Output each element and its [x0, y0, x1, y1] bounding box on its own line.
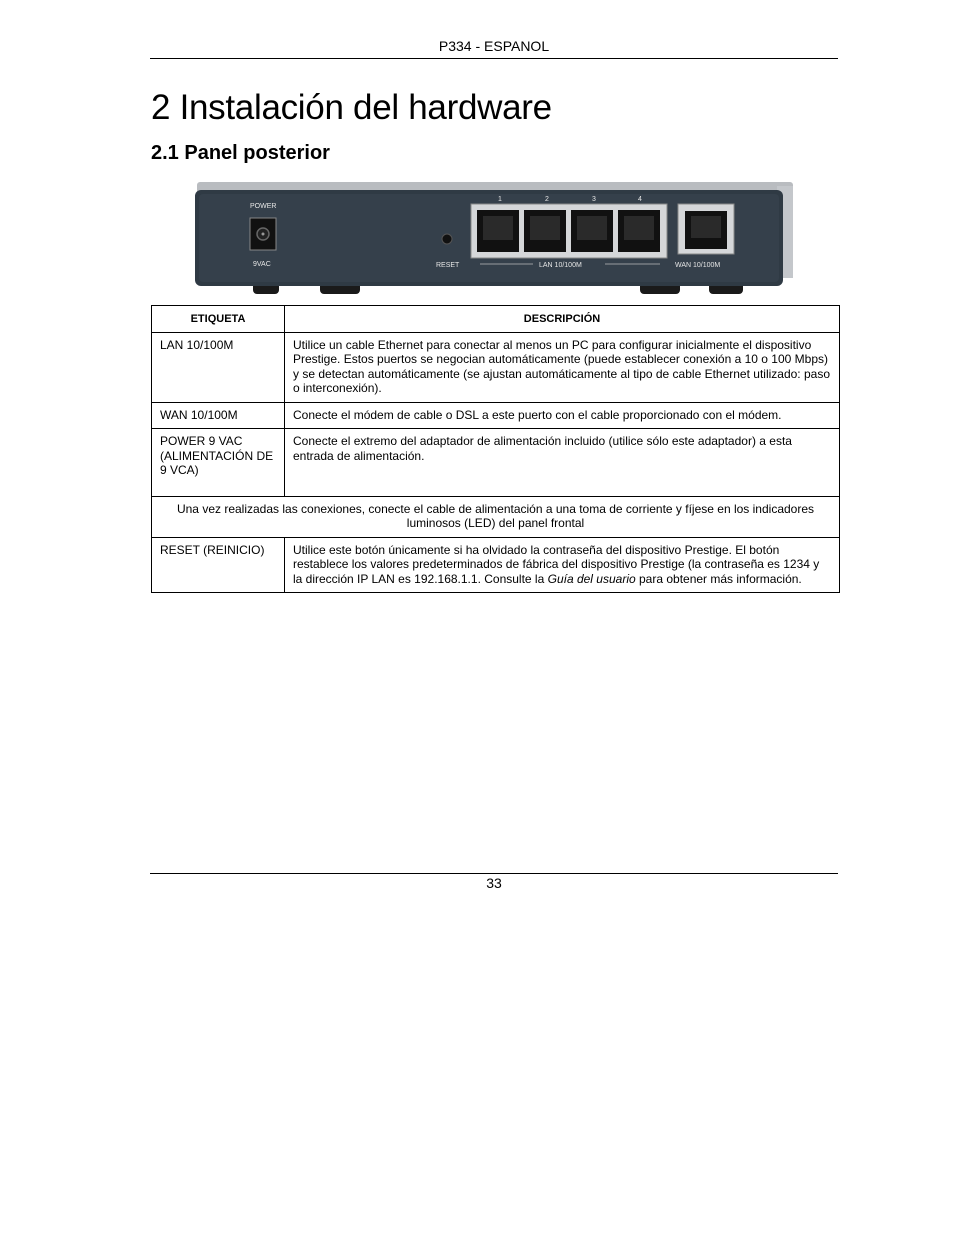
header-description: DESCRIPCIÓN — [285, 306, 840, 333]
lan-port-2 — [524, 210, 566, 252]
footer-rule — [150, 873, 838, 874]
lan-port-4 — [618, 210, 660, 252]
row-label: RESET (REINICIO) — [152, 537, 285, 593]
table-header-row — [152, 306, 840, 333]
lan-label: LAN 10/100M — [539, 262, 582, 269]
reset-hole — [442, 234, 452, 244]
connection-note: Una vez realizadas las conexiones, conecte el cable de alimentación a una toma de corriente y fíjese en los indicadores luminosos (LED) del panel frontal — [152, 496, 840, 537]
port-number-3: 3 — [592, 196, 596, 203]
table-note-row — [152, 496, 840, 537]
wan-port — [685, 211, 727, 249]
power-label: POWER — [250, 203, 277, 210]
header-label: ETIQUETA — [152, 306, 285, 333]
user-guide-reference: Guía del usuario — [547, 571, 636, 586]
table-row — [152, 332, 840, 402]
port-number-4: 4 — [638, 196, 642, 203]
port-number-2: 2 — [545, 196, 549, 203]
lan-port-3 — [571, 210, 613, 252]
vac-label: 9VAC — [253, 261, 271, 268]
row-description: Conecte el módem de cable o DSL a este puerto con el cable proporcionado con el módem. — [285, 402, 840, 429]
table-row — [152, 537, 840, 593]
row-description: Conecte el extremo del adaptador de alimentación incluido (utilice sólo este adaptador) a esta entrada de alimentación. — [285, 429, 840, 497]
row-label: LAN 10/100M — [152, 332, 285, 402]
reset-label: RESET — [436, 262, 460, 269]
row-label: WAN 10/100M — [152, 402, 285, 429]
row-description: Utilice un cable Ethernet para conectar al menos un PC para configurar inicialmente el dispositivo Prestige. Estos puertos se negocian automáticamente (puede establecer conexión a 10 o 100 Mbps) y se detectan automáticamente (se ajustan automáticamente al tipo de cable Ethernet utilizado: paso o interconexión). — [285, 332, 840, 402]
rear-panel-table — [151, 305, 840, 593]
header-rule — [150, 58, 838, 59]
running-header: P334 - ESPANOL — [438, 38, 550, 54]
row-description — [285, 537, 840, 593]
section-title: 2.1 Panel posterior — [151, 142, 330, 164]
chapter-title: 2 Instalación del hardware — [151, 88, 552, 127]
reset-description-tail: para obtener más información. — [635, 571, 802, 586]
row-label: POWER 9 VAC (ALIMENTACIÓN DE 9 VCA) — [152, 429, 285, 497]
port-number-1: 1 — [498, 196, 502, 203]
reset-description-text: Utilice este botón únicamente si ha olvidado la contraseña del dispositivo Prestige. El botón restablece los valores predeterminados de fábrica del dispositivo Prestige (la contraseña es 1234 y la dirección IP LAN es 192.168.1.1. Consulte la — [293, 542, 820, 586]
page-number: 33 — [486, 875, 502, 891]
table-row — [152, 429, 840, 497]
lan-port-1 — [477, 210, 519, 252]
wan-label: WAN 10/100M — [675, 262, 721, 269]
table-row — [152, 402, 840, 429]
router-rear-panel-image — [195, 182, 795, 298]
